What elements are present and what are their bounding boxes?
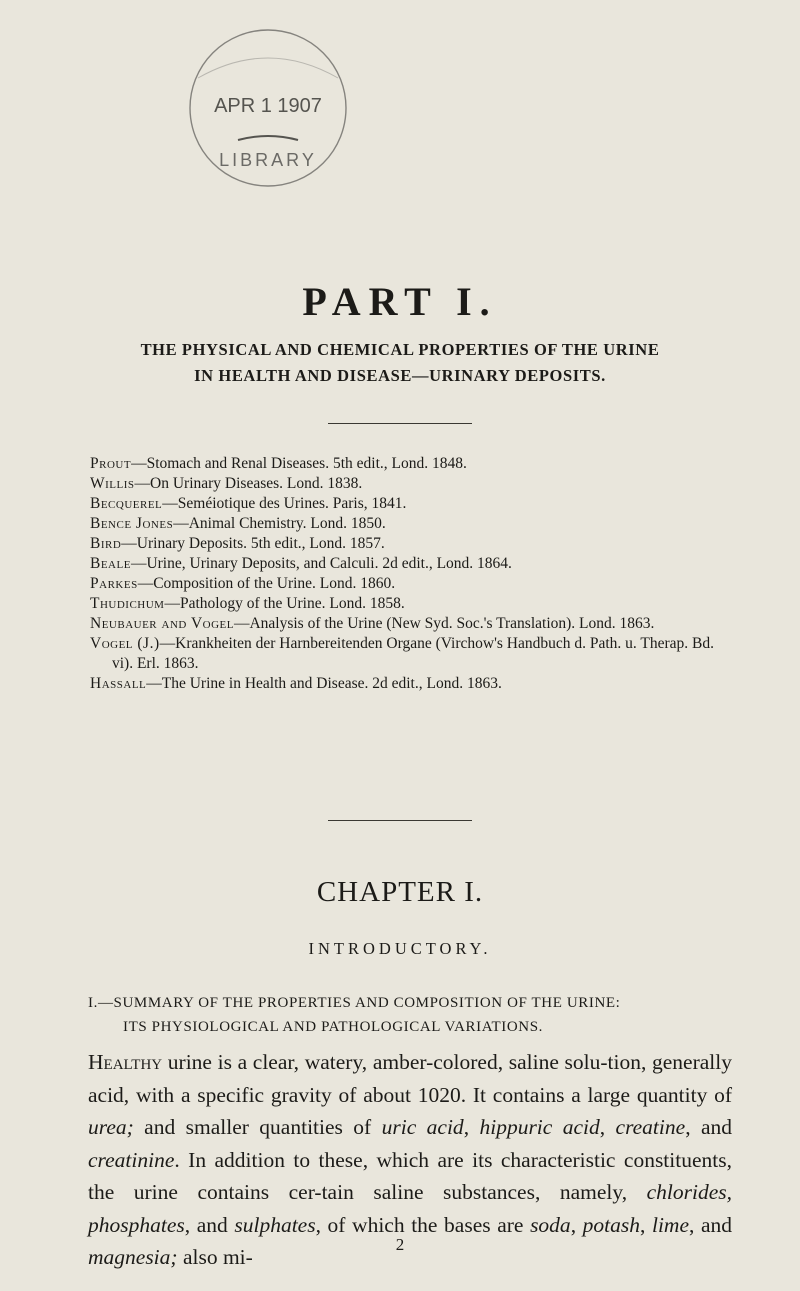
reference-text: —Stomach and Renal Diseases. 5th edit., Lond. 1848.: [131, 455, 467, 472]
reference-text: —Seméiotique des Urines. Paris, 1841.: [162, 495, 407, 512]
emphasis: creatine: [615, 1115, 686, 1139]
body-text-run: . In addition to these, which are its characteristic constituents, the urine contains cer-tain saline substances, namely,: [88, 1147, 732, 1204]
reference-entry: [90, 574, 730, 594]
reference-author: Thudichum: [90, 595, 165, 612]
part-subtitle-line-1: THE PHYSICAL AND CHEMICAL PROPERTIES OF THE URINE: [140, 340, 660, 359]
divider: [328, 820, 472, 821]
emphasis: creatinine: [88, 1147, 175, 1172]
reference-author: Willis: [90, 475, 135, 492]
emphasis: magnesia;: [88, 1245, 178, 1269]
reference-entry: [90, 534, 730, 554]
lead-word: Healthy: [88, 1050, 163, 1074]
emphasis: uric acid: [381, 1115, 464, 1139]
reference-author: Parkes: [90, 575, 138, 592]
reference-text: —Analysis of the Urine (New Syd. Soc.'s Translation). Lond. 1863.: [233, 615, 655, 632]
reference-entry: [90, 594, 730, 614]
body-text-run: , and: [689, 1212, 733, 1237]
reference-author: Vogel (J.): [90, 635, 160, 652]
bibliography: [90, 454, 730, 694]
reference-author: Bird: [90, 535, 122, 552]
section-heading: [88, 991, 732, 1039]
reference-author: Prout: [90, 455, 132, 472]
stamp-date: APR 1 1907: [214, 95, 322, 117]
reference-text: —Composition of the Urine. Lond. 1860.: [137, 575, 396, 592]
body-text-run: also mi-: [177, 1245, 253, 1269]
body-text-run: , and: [685, 1115, 733, 1139]
emphasis: hippuric acid: [479, 1115, 600, 1139]
reference-author: Bence Jones: [90, 515, 174, 532]
reference-entry: [90, 514, 730, 534]
emphasis: urea;: [88, 1115, 134, 1139]
body-text-run: ,: [599, 1115, 616, 1139]
emphasis: potash: [582, 1212, 640, 1237]
emphasis: chlorides, phosphates: [88, 1180, 732, 1237]
section-heading-line-1: I.—SUMMARY OF THE PROPERTIES AND COMPOSITION OF THE URINE:: [88, 995, 621, 1011]
reference-entry: [90, 554, 730, 574]
reference-text: —Pathology of the Urine. Lond. 1858.: [164, 595, 405, 612]
reference-text: —The Urine in Health and Disease. 2d edit., Lond. 1863.: [146, 675, 502, 692]
body-text-run: , and: [184, 1212, 235, 1237]
chapter-title: CHAPTER I.: [316, 876, 484, 908]
body-text-run: ,: [570, 1212, 583, 1237]
reference-text: —Urine, Urinary Deposits, and Calculi. 2d edit., Lond. 1864.: [130, 555, 512, 572]
library-stamp-icon: [168, 8, 368, 208]
part-subtitle: [0, 337, 800, 389]
stamp-library: LIBRARY: [219, 150, 317, 170]
body-text-run: , of which the bases are: [315, 1212, 531, 1237]
body-text-run: ,: [463, 1115, 480, 1139]
reference-entry: [90, 454, 730, 474]
part-title: PART I.: [302, 279, 498, 324]
emphasis: soda: [530, 1212, 571, 1237]
reference-entry: [90, 474, 730, 494]
divider: [328, 423, 472, 424]
emphasis: lime: [651, 1212, 689, 1237]
section-heading-line-2: ITS PHYSIOLOGICAL AND PATHOLOGICAL VARIATIONS.: [123, 1019, 543, 1035]
library-stamp: [168, 8, 368, 208]
reference-entry: [90, 634, 730, 674]
reference-author: Hassall: [90, 675, 147, 692]
body-text-run: urine is a clear, watery, amber-colored, saline solu-tion, generally acid, with a specific gravity of about 1020. It contains a large quantity of: [88, 1050, 732, 1107]
reference-text: —Urinary Deposits. 5th edit., Lond. 1857.: [121, 535, 385, 552]
body-text-run: and smaller quantities of: [133, 1115, 382, 1139]
reference-text: —On Urinary Diseases. Lond. 1838.: [134, 475, 363, 492]
chapter-subtitle: INTRODUCTORY.: [308, 939, 492, 958]
page-number: 2: [395, 1235, 405, 1254]
body-text-run: ,: [640, 1212, 652, 1237]
reference-entry: [90, 674, 730, 694]
reference-text: —Krankheiten der Harnbereitenden Organe (Virchow's Handbuch d. Path. u. Therap. Bd. vi). Erl. 1863.: [112, 635, 715, 672]
reference-text: —Animal Chemistry. Lond. 1850.: [173, 515, 386, 532]
reference-author: Neubauer and Vogel: [90, 615, 234, 632]
emphasis: sulphates: [234, 1212, 316, 1237]
reference-entry: [90, 614, 730, 634]
reference-author: Becquerel: [90, 495, 163, 512]
reference-author: Beale: [90, 555, 131, 572]
reference-entry: [90, 494, 730, 514]
part-subtitle-line-2: IN HEALTH AND DISEASE—URINARY DEPOSITS.: [194, 366, 606, 385]
